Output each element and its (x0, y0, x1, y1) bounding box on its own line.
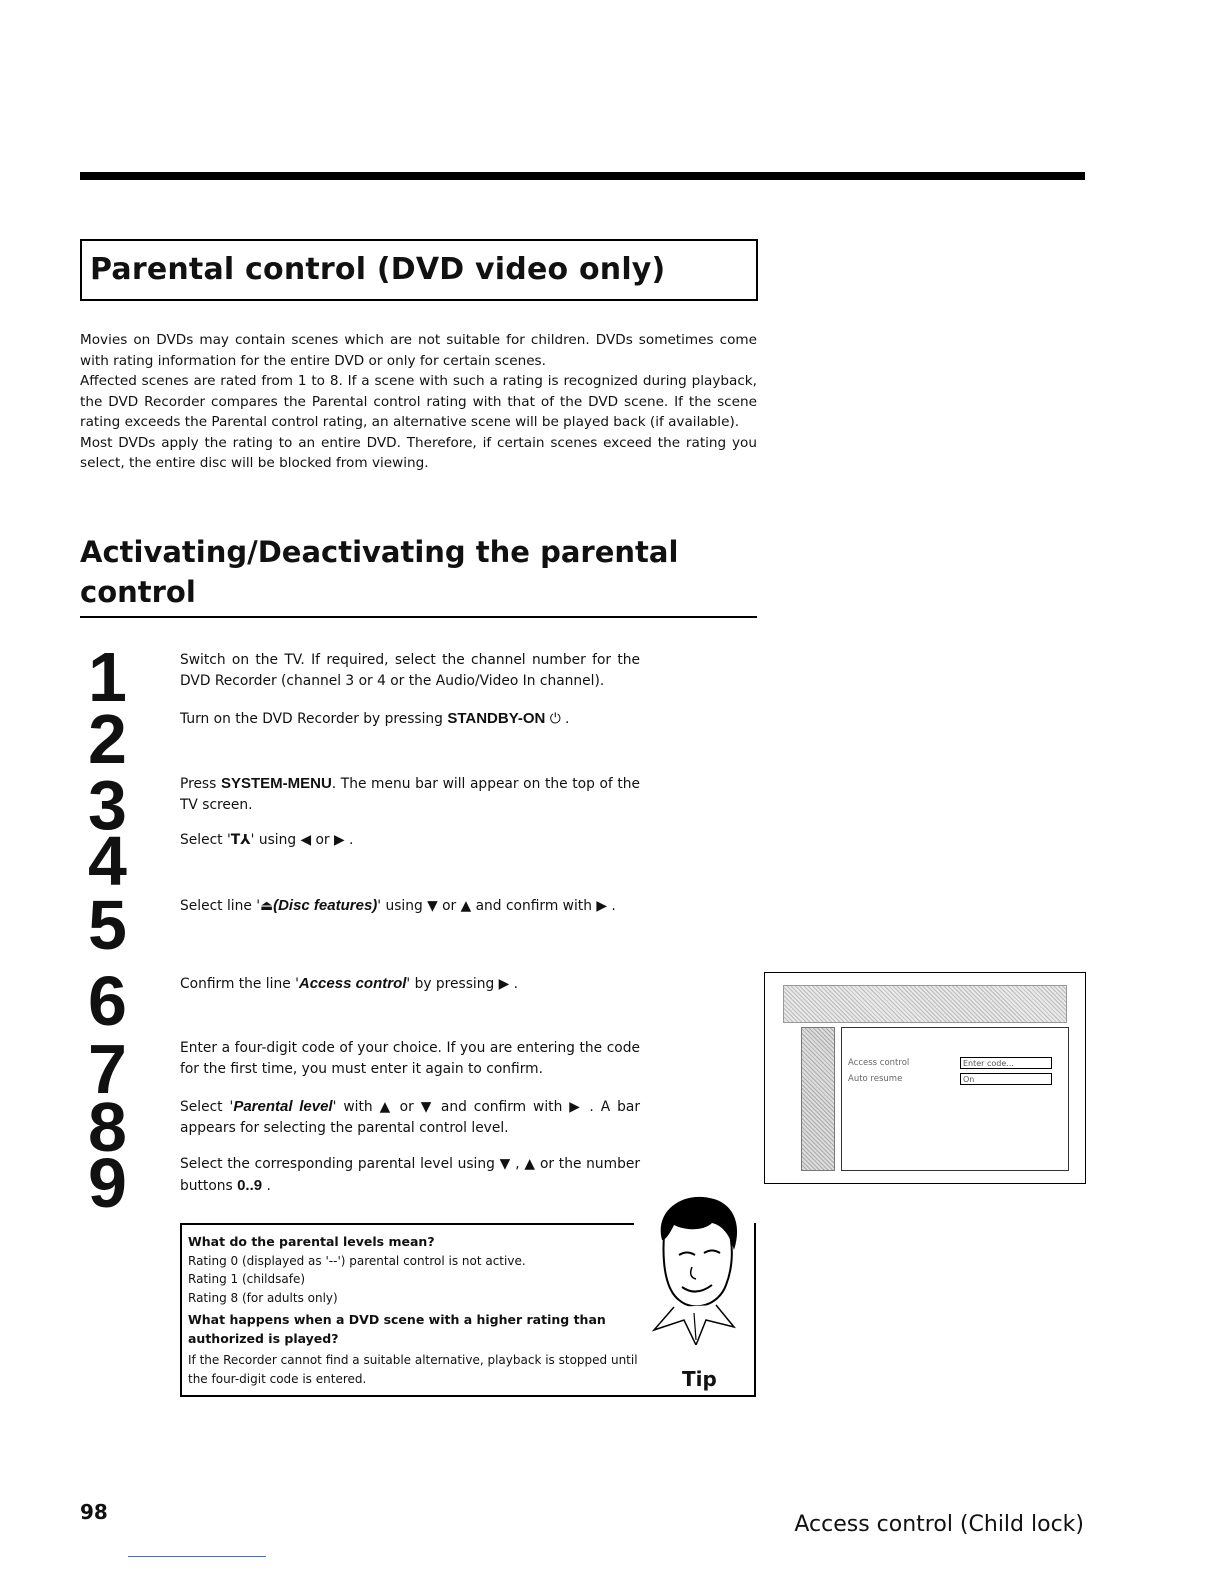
tip-answer: Rating 8 (for adults only) (188, 1290, 338, 1305)
parental-level-label: Parental level (233, 1098, 333, 1115)
tip-box (180, 1223, 756, 1397)
menu-panel (841, 1027, 1069, 1171)
tv-menu-illustration (764, 972, 1086, 1184)
subheading: Activating/Deactivating the parental control (80, 532, 757, 618)
tip-mascot-icon (634, 1195, 754, 1345)
settings-symbol-icon: T⅄ (230, 832, 251, 848)
tip-question: What happens when a DVD scene with a higher rating than authorized is played? (188, 1312, 606, 1346)
step-text-7: Enter a four-digit code of your choice. If you are entering the code for the first time, you must enter it again to confirm. (180, 1040, 640, 1077)
step-text-4: Select 'T⅄' using ◀ or ▶ . (180, 832, 354, 848)
step-text-9: Select the corresponding parental level using ▼ , ▲ or the number buttons 0..9 . (180, 1156, 640, 1194)
tip-answer: If the Recorder cannot find a suitable alternative, playback is stopped until the four-digit code is entered. (188, 1353, 638, 1386)
step-number-2: 2 (88, 700, 127, 778)
step-text-3: Press SYSTEM-MENU. The menu bar will appear on the top of the TV screen. (180, 775, 641, 813)
tip-answer: Rating 1 (childsafe) (188, 1272, 306, 1286)
tip-answer: Rating 0 (displayed as '--') parental control is not active. (188, 1253, 526, 1268)
intro-text (80, 330, 757, 474)
step-text-5: Select line '⏏(Disc features)' using ▼ or ▲ and confirm with ▶ . (180, 897, 616, 914)
tip-content (188, 1233, 638, 1388)
intro-paragraph: Affected scenes are rated from 1 to 8. If a scene with such a rating is recognized during playback, the DVD Recorder compares the Parental control rating with that of the DVD scene. If the scene rating exceeds the Parental control rating, an alternative scene will be played back (if available). (80, 373, 757, 430)
step-number-7: 7 (88, 1030, 127, 1108)
menu-row-value: Enter code... (960, 1057, 1052, 1069)
bottom-divider (128, 1556, 266, 1557)
section-title-box (80, 239, 758, 301)
menu-row-label: Auto resume (848, 1074, 903, 1084)
step-text-2: Turn on the DVD Recorder by pressing STANDBY-ON ⏻ . (180, 710, 570, 727)
menu-side-panel (801, 1027, 835, 1171)
step-number-5: 5 (88, 886, 127, 964)
step-number-3: 3 (88, 766, 127, 844)
step-text-1: Switch on the TV. If required, select the channel number for the DVD Recorder (channel 3 or 4 or the Audio/Video In channel). (180, 652, 640, 689)
number-buttons-key: 0..9 (237, 1177, 263, 1194)
menu-row-value: On (960, 1073, 1052, 1085)
step-number-1: 1 (88, 638, 127, 716)
access-control-label: Access control (298, 975, 407, 992)
menu-bar (783, 985, 1067, 1023)
tip-question: What do the parental levels mean? (188, 1234, 435, 1249)
disc-features-label: (Disc features) (273, 897, 378, 914)
disc-icon: ⏏ (260, 898, 274, 914)
step-number-8: 8 (88, 1088, 127, 1166)
menu-row-label: Access control (848, 1058, 910, 1068)
section-title: Parental control (DVD video only) (90, 252, 666, 287)
step-number-6: 6 (88, 962, 127, 1040)
step-number-9: 9 (88, 1144, 127, 1222)
footer-title: Access control (Child lock) (794, 1512, 1084, 1537)
step-text-8: Select 'Parental level' with ▲ or ▼ and confirm with ▶ . A bar appears for selecting the parental control level. (180, 1098, 640, 1136)
top-rule (80, 172, 1085, 180)
standby-on-key: STANDBY-ON (447, 710, 546, 727)
system-menu-key: SYSTEM-MENU (220, 775, 332, 792)
page-number: 98 (80, 1500, 108, 1524)
step-number-4: 4 (88, 822, 127, 900)
intro-paragraph: Most DVDs apply the rating to an entire DVD. Therefore, if certain scenes exceed the rating you select, the entire disc will be blocked from viewing. (80, 434, 757, 471)
tip-label: Tip (682, 1367, 717, 1391)
intro-paragraph: Movies on DVDs may contain scenes which are not suitable for children. DVDs sometimes come with rating information for the entire DVD or only for certain scenes. (80, 332, 757, 369)
step-text-6: Confirm the line 'Access control' by pressing ▶ . (180, 975, 519, 992)
